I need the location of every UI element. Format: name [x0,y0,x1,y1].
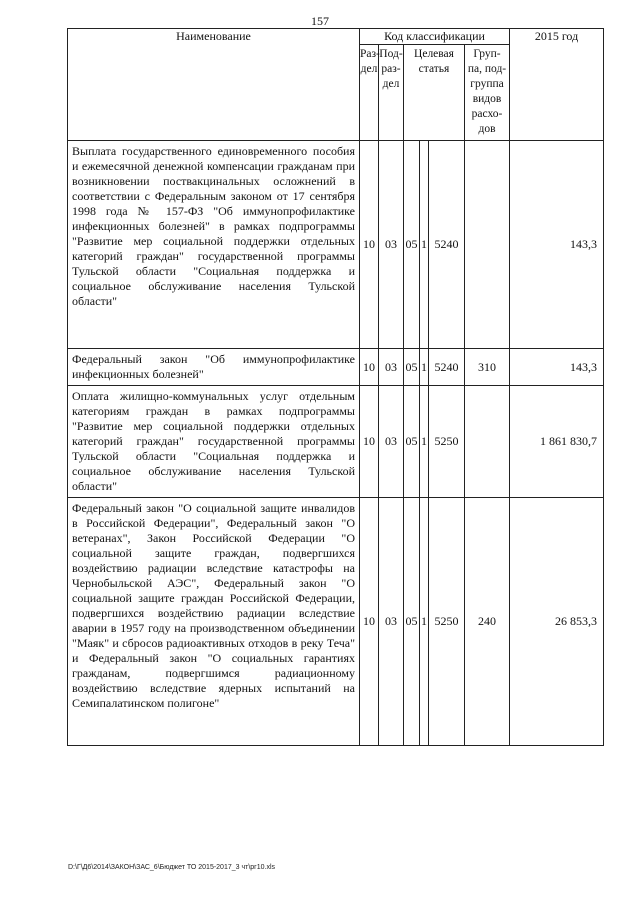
header-classification: Код классификации [360,29,510,45]
budget-table [67,28,604,746]
header-name: Наименование [68,29,360,141]
row-podrazdel: 03 [379,349,404,386]
file-path-footer: D:\Г\Д6\2014\ЗАКОН\ЗАС_6\Бюджет ТО 2015-2017_3 чт\рг10.xls [68,864,276,871]
row-target-2: 1 [420,498,429,746]
row-amount: 26 853,3 [510,498,604,746]
row-name: Выплата государственного единовременного пособия и ежемесячной денежной компенсации гражданам при возникновении поствакцинальных осложнений в соответствии с Федеральным законом от 17 сентября 1998 года № 157-ФЗ "Об иммунопрофилактике инфекционных болезней" в рамках подпрограммы "Развитие мер социальной поддержки отдельных категорий граждан" государственной программы Тульской области "Социальная поддержка и социальное обслуживание населения Тульской области" [68,141,360,349]
row-razdel: 10 [360,349,379,386]
row-group: 310 [465,349,510,386]
row-amount: 143,3 [510,349,604,386]
page-number: 157 [311,14,329,28]
row-amount: 143,3 [510,141,604,349]
row-target-1: 05 [404,498,420,746]
row-amount: 1 861 830,7 [510,386,604,498]
row-group: 240 [465,498,510,746]
row-target-3: 5240 [429,349,465,386]
table-row [68,349,604,386]
row-target-1: 05 [404,349,420,386]
header-razdel: Раз- дел [360,45,379,141]
row-target-2: 1 [420,141,429,349]
row-target-3: 5240 [429,141,465,349]
row-razdel: 10 [360,386,379,498]
table-row [68,498,604,746]
row-name: Федеральный закон "Об иммунопрофилактике инфекционных болезней" [68,349,360,386]
row-group [465,386,510,498]
row-razdel: 10 [360,141,379,349]
row-name: Оплата жилищно-коммунальных услуг отдельным категориям граждан в рамках подпрограммы "Развитие мер социальной поддержки отдельных категорий граждан" государственной программы Тульской области "Социальная поддержка и социальное обслуживание населения Тульской области" [68,386,360,498]
row-target-1: 05 [404,386,420,498]
header-podrazdel: Под- раз- дел [379,45,404,141]
row-podrazdel: 03 [379,141,404,349]
row-target-3: 5250 [429,498,465,746]
table-row [68,386,604,498]
header-target: Целевая статья [404,45,465,141]
row-target-1: 05 [404,141,420,349]
header-group: Груп- па, под- группа видов расхо- дов [465,45,510,141]
row-target-3: 5250 [429,386,465,498]
table-row [68,141,604,349]
row-razdel: 10 [360,498,379,746]
row-podrazdel: 03 [379,498,404,746]
header-year: 2015 год [510,29,604,141]
row-target-2: 1 [420,349,429,386]
row-podrazdel: 03 [379,386,404,498]
header-row-1 [68,29,604,45]
row-group [465,141,510,349]
row-name: Федеральный закон "О социальной защите инвалидов в Российской Федерации", Федеральный закон "О ветеранах", Закон Российской Федерации "О социальной защите граждан, подвергшихся воздействию радиации вследствие катастрофы на Чернобыльской АЭС", Федеральный закон "О социальной защите граждан Российской Федерации, подвергшихся воздействию радиации вследствие аварии в 1957 году на производственном объединении "Маяк" и сбросов радиоактивных отходов в реку Теча" и Федеральный закон "О социальных гарантиях гражданам, подвергшимся радиационному воздействию вследствие ядерных испытаний на Семипалатинском полигоне" [68,498,360,746]
row-target-2: 1 [420,386,429,498]
